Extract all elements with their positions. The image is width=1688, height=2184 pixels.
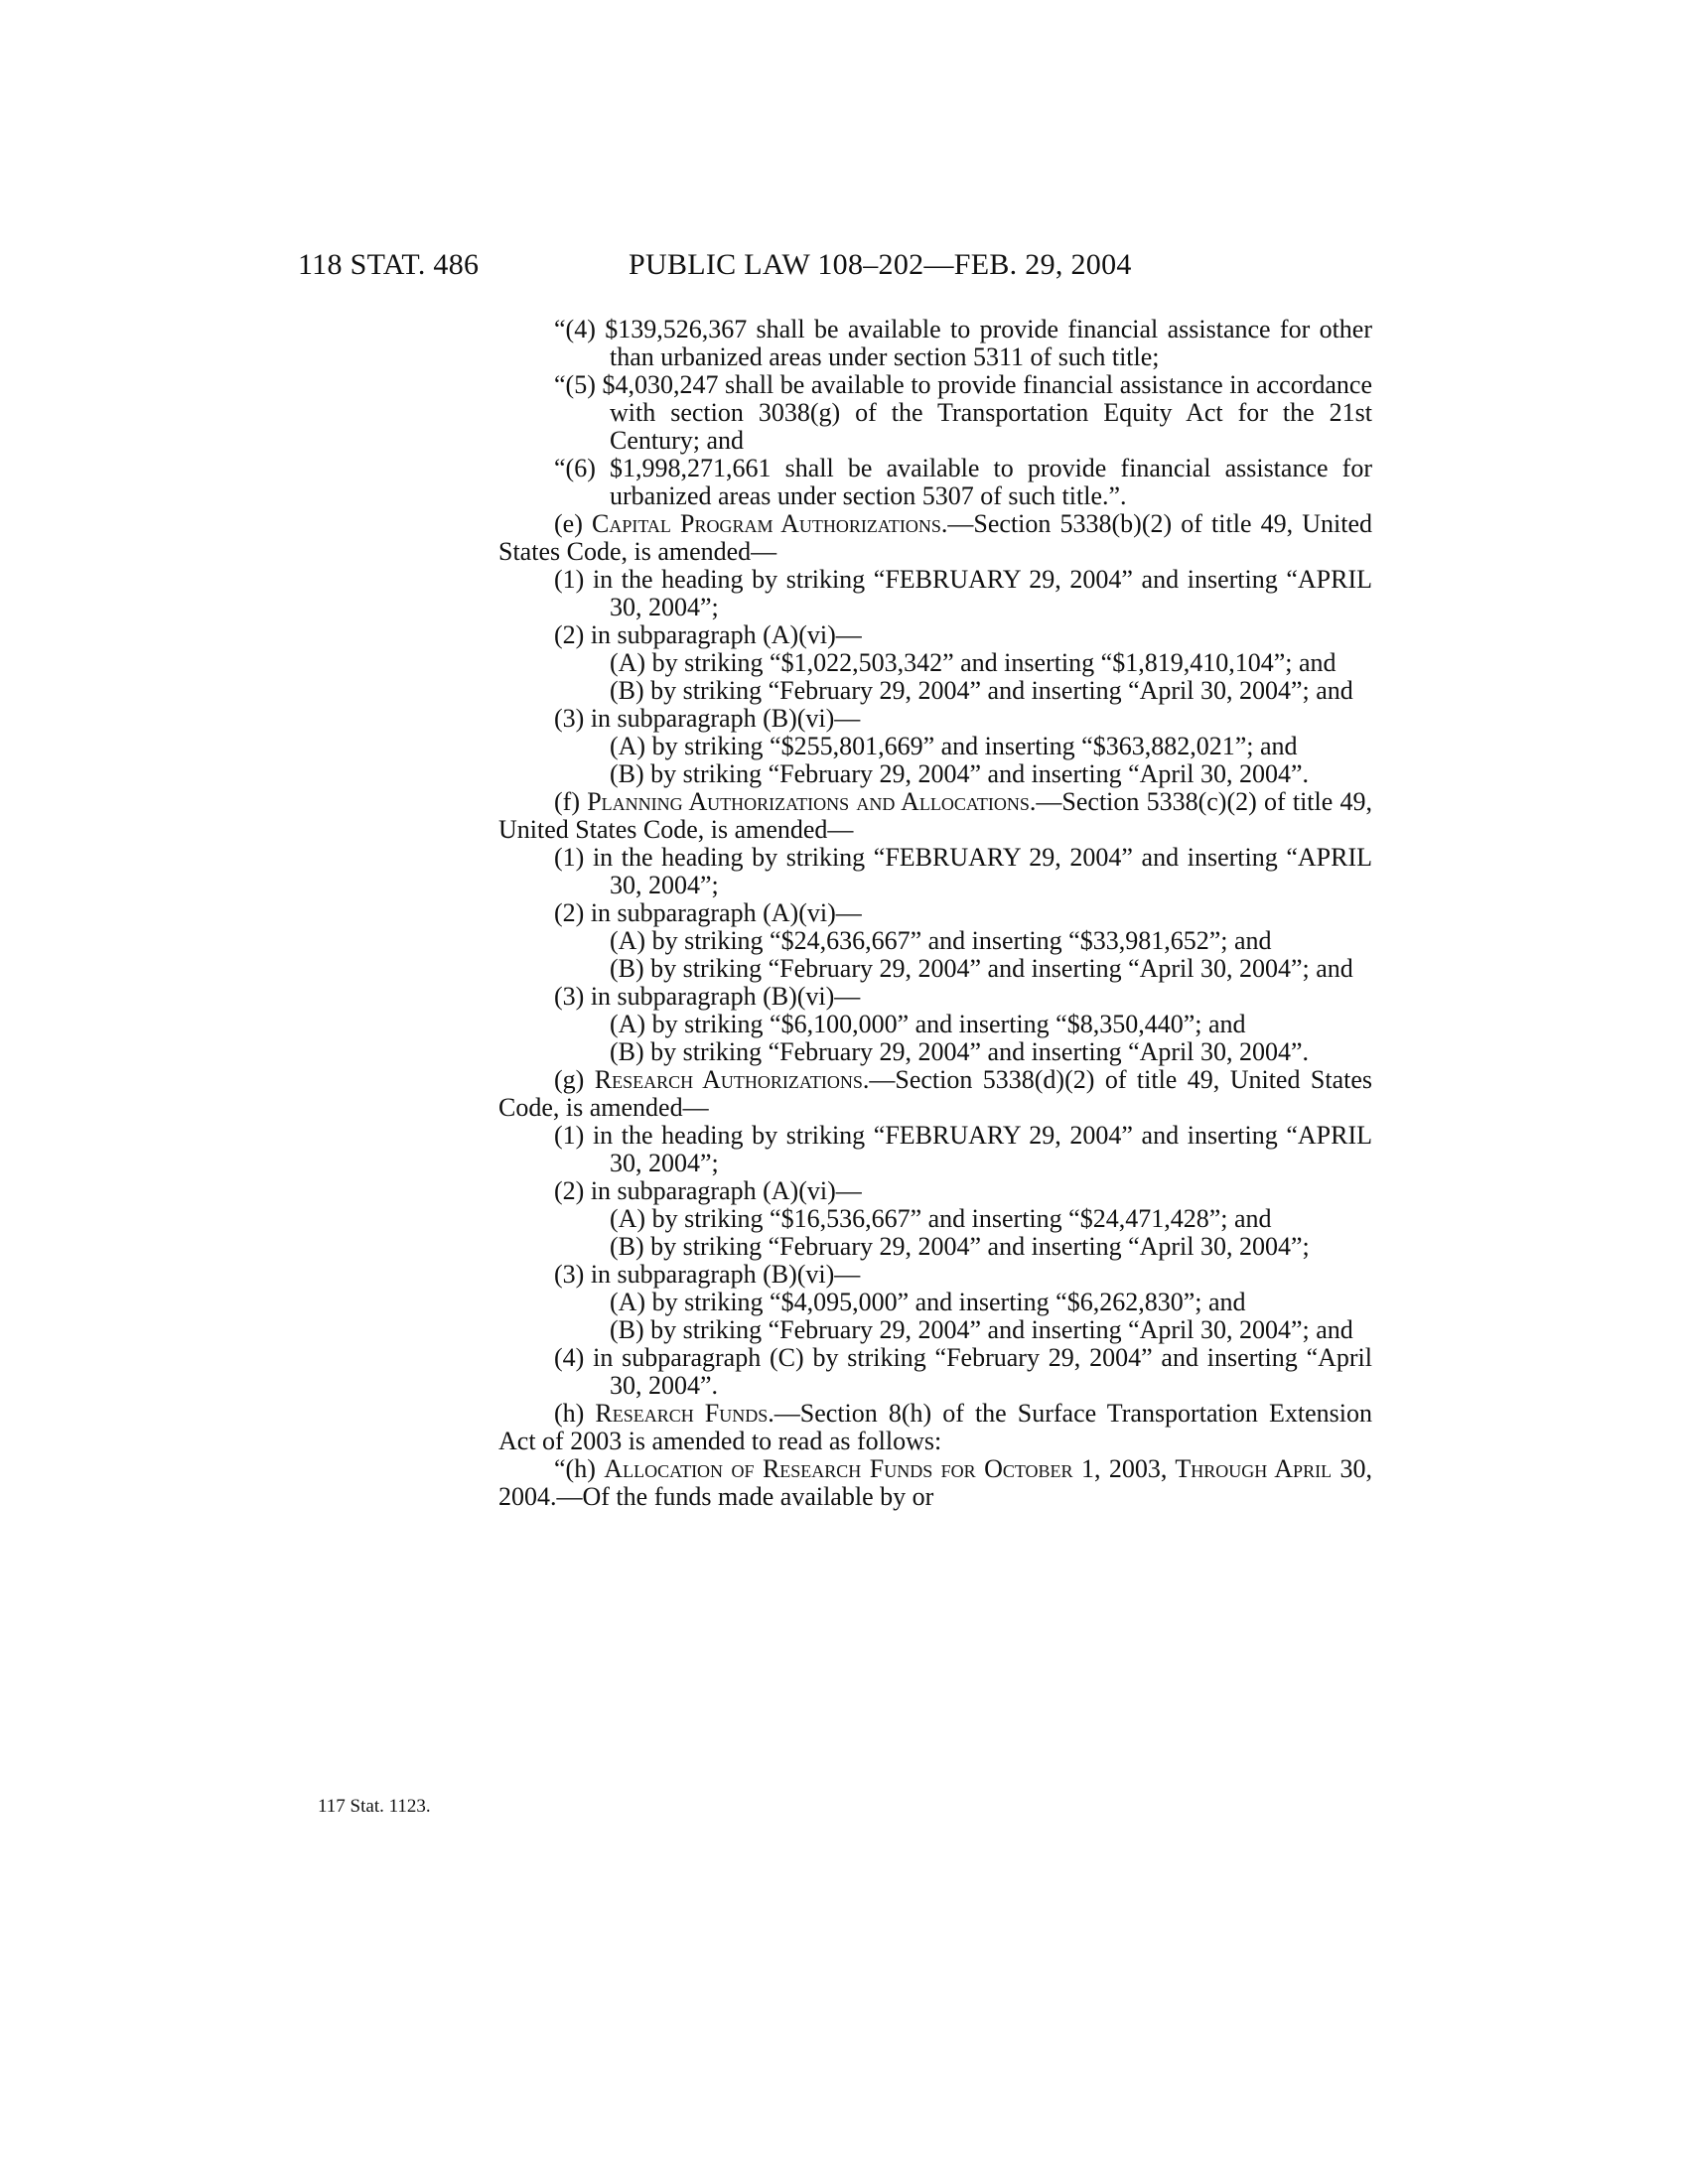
section-heading-small-caps: Research Funds. <box>595 1399 774 1428</box>
paragraph-text: (B) by striking “February 29, 2004” and inserting “April 30, 2004”; <box>610 1232 1310 1261</box>
paragraph-e2b <box>554 677 1372 705</box>
section-heading-small-caps: Planning Authorizations and Allocations. <box>587 787 1037 816</box>
section-heading-small-caps: Research Authorizations. <box>594 1065 870 1094</box>
paragraph-e_head <box>498 510 1372 566</box>
running-title: PUBLIC LAW 108–202—FEB. 29, 2004 <box>629 248 1132 281</box>
paragraph-text: (B) by striking “February 29, 2004” and inserting “April 30, 2004”; and <box>610 954 1353 983</box>
paragraph-g3b <box>554 1316 1372 1344</box>
paragraph-g3 <box>554 1261 1372 1289</box>
paragraph-text: (A) by striking “$6,100,000” and inserting “$8,350,440”; and <box>610 1010 1246 1038</box>
paragraph-lead: (e) <box>554 509 592 538</box>
paragraph-lead: (h) <box>554 1399 596 1428</box>
paragraph-g1 <box>554 1122 1372 1177</box>
paragraph-text: —Section 5338(d)(2) of title 49, United States Code, is amended— <box>498 1065 1372 1122</box>
section-heading-small-caps: Allocation of Research Funds for October 1, 2003, Through April 30, 2004. <box>498 1454 1372 1511</box>
paragraph-text: (2) in subparagraph (A)(vi)— <box>554 1176 862 1205</box>
paragraph-text: (4) in subparagraph (C) by striking “February 29, 2004” and inserting “April 30, 2004”. <box>554 1343 1372 1400</box>
paragraph-e1 <box>554 566 1372 621</box>
paragraph-f3 <box>554 983 1372 1011</box>
paragraph-g2b <box>554 1233 1372 1261</box>
paragraph-f2 <box>554 899 1372 927</box>
paragraph-text: (A) by striking “$255,801,669” and inserting “$363,882,021”; and <box>610 732 1298 760</box>
paragraph-text: (1) in the heading by striking “FEBRUARY 29, 2004” and inserting “APRIL 30, 2004”; <box>554 843 1372 899</box>
paragraph-f3b <box>554 1038 1372 1066</box>
paragraph-text: (2) in subparagraph (A)(vi)— <box>554 620 862 649</box>
statute-body-text <box>498 316 1372 1511</box>
paragraph-text: “(4) $139,526,367 shall be available to provide financial assistance for other than urbanized areas under section 5311 of such title; <box>554 315 1372 371</box>
paragraph-f2b <box>554 955 1372 983</box>
paragraph-g3a <box>554 1289 1372 1316</box>
statute-page-reference: 118 STAT. 486 <box>298 248 480 281</box>
paragraph-text: —Of the funds made available by or <box>556 1482 934 1511</box>
paragraph-text: —Section 8(h) of the Surface Transportation Extension Act of 2003 is amended to read as follows: <box>498 1399 1372 1455</box>
paragraph-text: (A) by striking “$16,536,667” and inserting “$24,471,428”; and <box>610 1204 1272 1233</box>
paragraph-h_head <box>498 1400 1372 1455</box>
paragraph-text: —Section 5338(c)(2) of title 49, United States Code, is amended— <box>498 787 1372 844</box>
paragraph-text: (B) by striking “February 29, 2004” and inserting “April 30, 2004”. <box>610 1037 1310 1066</box>
paragraph-p3 <box>554 455 1372 510</box>
paragraph-text: (2) in subparagraph (A)(vi)— <box>554 898 862 927</box>
paragraph-text: (3) in subparagraph (B)(vi)— <box>554 704 861 733</box>
paragraph-text: (3) in subparagraph (B)(vi)— <box>554 982 861 1011</box>
paragraph-text: “(5) $4,030,247 shall be available to provide financial assistance in accordance with section 3038(g) of the Transportation Equity Act for the 21st Century; and <box>554 370 1372 455</box>
section-heading-small-caps: Capital Program Authorizations. <box>591 509 948 538</box>
paragraph-text: “(6) $1,998,271,661 shall be available to provide financial assistance for urbanized areas under section 5307 of such title.”. <box>554 454 1372 510</box>
paragraph-h_quote <box>498 1455 1372 1511</box>
paragraph-p1 <box>554 316 1372 371</box>
paragraph-f2a <box>554 927 1372 955</box>
paragraph-g2 <box>554 1177 1372 1205</box>
paragraph-p2 <box>554 371 1372 455</box>
paragraph-text: (A) by striking “$4,095,000” and inserting “$6,262,830”; and <box>610 1288 1246 1316</box>
paragraph-text: (A) by striking “$1,022,503,342” and inserting “$1,819,410,104”; and <box>610 648 1336 677</box>
paragraph-text: —Section 5338(b)(2) of title 49, United States Code, is amended— <box>498 509 1372 566</box>
paragraph-e3 <box>554 705 1372 733</box>
margin-citation-note: 117 Stat. 1123. <box>318 1796 431 1817</box>
paragraph-text: (B) by striking “February 29, 2004” and inserting “April 30, 2004”; and <box>610 676 1353 705</box>
paragraph-lead: “(h) <box>554 1454 605 1483</box>
paragraph-e2a <box>554 649 1372 677</box>
paragraph-text: (B) by striking “February 29, 2004” and inserting “April 30, 2004”. <box>610 759 1310 788</box>
paragraph-g2a <box>554 1205 1372 1233</box>
paragraph-text: (B) by striking “February 29, 2004” and inserting “April 30, 2004”; and <box>610 1315 1353 1344</box>
paragraph-f1 <box>554 844 1372 899</box>
paragraph-e3a <box>554 733 1372 760</box>
paragraph-text: (3) in subparagraph (B)(vi)— <box>554 1260 861 1289</box>
paragraph-e2 <box>554 621 1372 649</box>
paragraph-g4 <box>554 1344 1372 1400</box>
paragraph-e3b <box>554 760 1372 788</box>
paragraph-text: (1) in the heading by striking “FEBRUARY 29, 2004” and inserting “APRIL 30, 2004”; <box>554 565 1372 621</box>
paragraph-lead: (g) <box>554 1065 595 1094</box>
paragraph-f3a <box>554 1011 1372 1038</box>
paragraph-lead: (f) <box>554 787 588 816</box>
paragraph-text: (A) by striking “$24,636,667” and inserting “$33,981,652”; and <box>610 926 1272 955</box>
paragraph-g_head <box>498 1066 1372 1122</box>
paragraph-f_head <box>498 788 1372 844</box>
paragraph-text: (1) in the heading by striking “FEBRUARY 29, 2004” and inserting “APRIL 30, 2004”; <box>554 1121 1372 1177</box>
